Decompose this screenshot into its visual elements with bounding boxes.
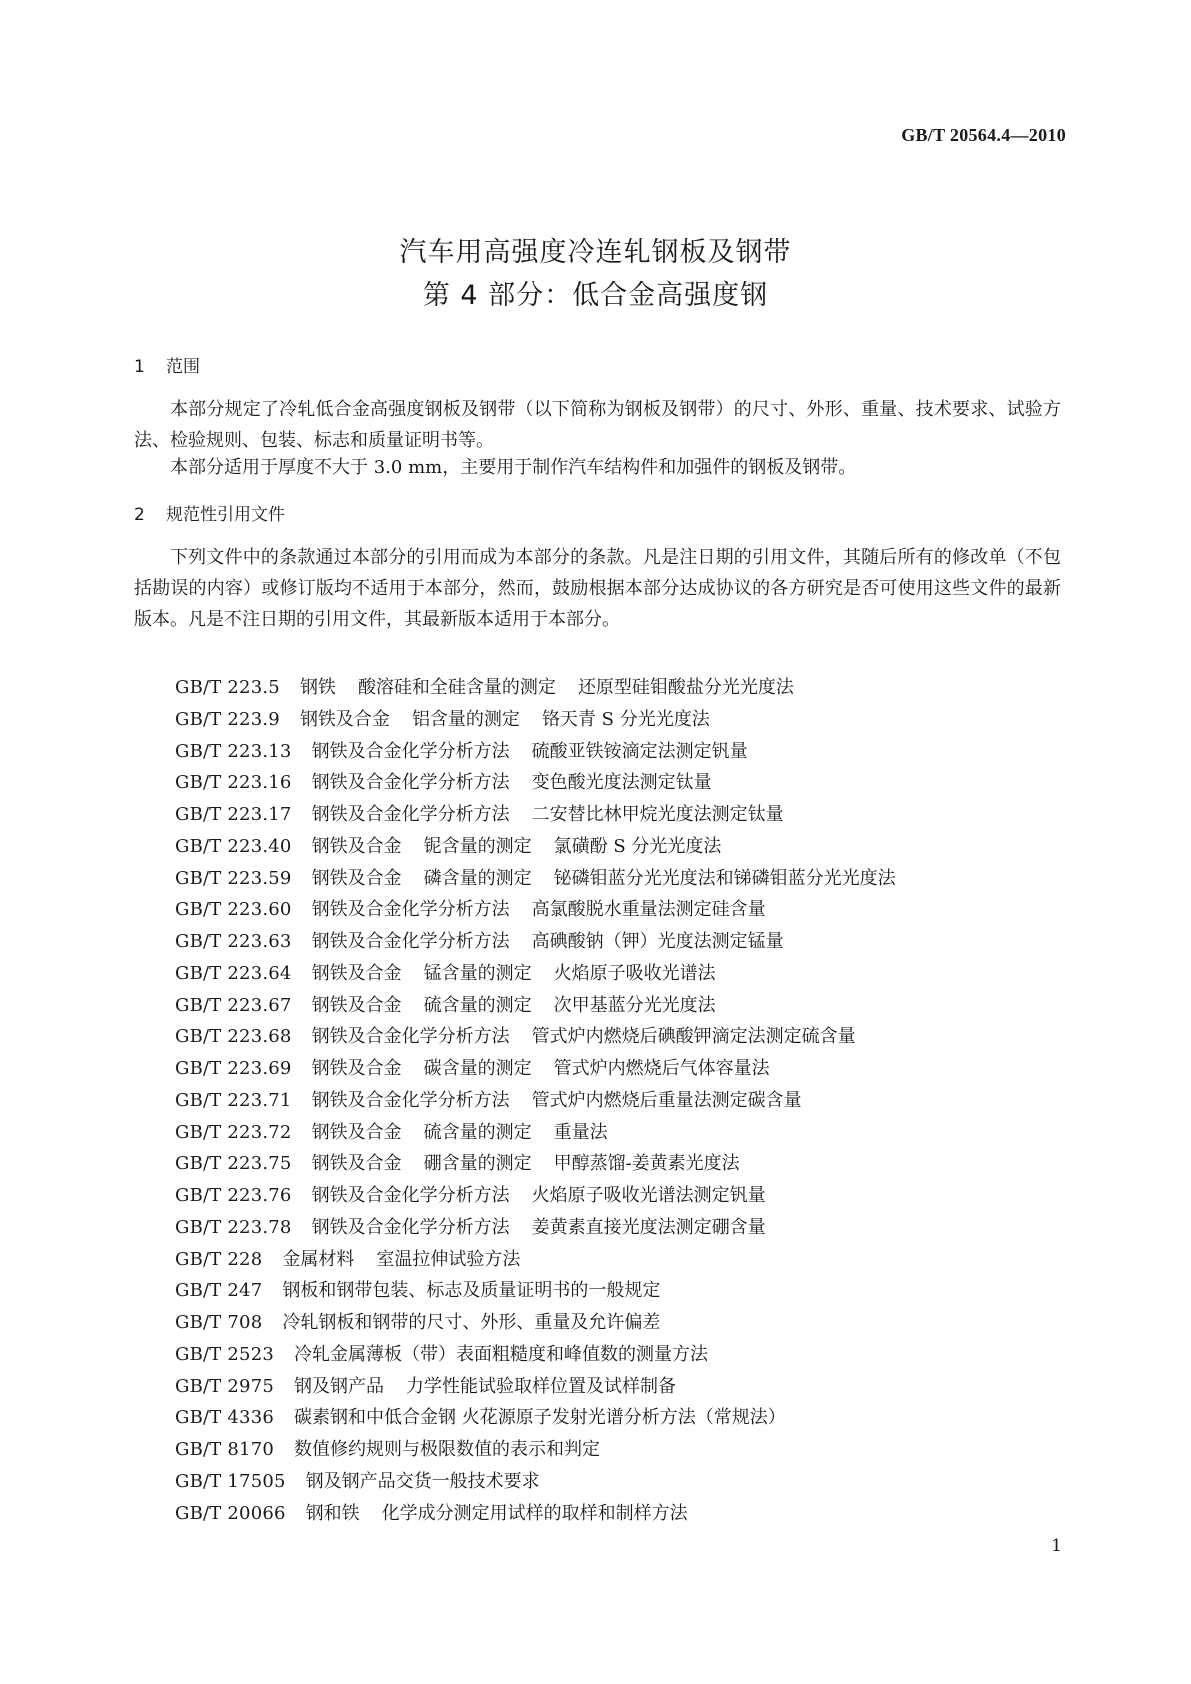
reference-title-part: 钢及钢产品交货一般技术要求 bbox=[305, 1470, 540, 1492]
reference-title-part: 钢铁及合金 bbox=[311, 867, 402, 889]
reference-code: GB/T 223.76 bbox=[175, 1185, 292, 1206]
reference-title-part: 金属材料 bbox=[282, 1248, 355, 1270]
reference-title-part: 数值修约规则与极限数值的表示和判定 bbox=[294, 1439, 601, 1460]
reference-title-part: 钢铁及合金化学分析方法 bbox=[311, 772, 510, 794]
reference-code: GB/T 223.40 bbox=[175, 835, 292, 857]
reference-item bbox=[175, 1275, 896, 1307]
reference-title-part: 还原型硅钼酸盐分光光度法 bbox=[577, 677, 794, 698]
section-heading-references bbox=[134, 500, 285, 525]
reference-title-part: 管式炉内燃烧后碘酸钾滴定法测定硫含量 bbox=[531, 1026, 856, 1048]
reference-item bbox=[175, 1085, 896, 1117]
reference-item bbox=[175, 990, 896, 1022]
reference-item bbox=[175, 1498, 896, 1530]
reference-code: GB/T 223.71 bbox=[175, 1089, 292, 1111]
reference-item bbox=[175, 1307, 896, 1339]
reference-title-part: 冷轧金属薄板（带）表面粗糙度和峰值数的测量方法 bbox=[294, 1343, 709, 1365]
reference-item bbox=[175, 894, 896, 926]
document-subtitle: 第 4 部分：低合金高强度钢 bbox=[422, 280, 769, 311]
reference-title-part: 钢铁及合金 bbox=[311, 835, 402, 857]
reference-item bbox=[175, 736, 896, 768]
reference-title-part: 高氯酸脱水重量法测定硅含量 bbox=[531, 899, 766, 921]
section-number: 2 bbox=[134, 505, 145, 525]
reference-title-part: 钢板和钢带包装、标志及质量证明书的一般规定 bbox=[282, 1280, 661, 1302]
reference-item bbox=[175, 1434, 896, 1466]
reference-code: GB/T 223.72 bbox=[175, 1121, 292, 1143]
reference-code: GB/T 223.59 bbox=[175, 867, 292, 889]
reference-item bbox=[175, 863, 896, 895]
reference-title-part: 管式炉内燃烧后重量法测定碳含量 bbox=[531, 1089, 802, 1111]
reference-item bbox=[175, 1117, 896, 1149]
reference-title-part: 酸溶硅和全硅含量的测定 bbox=[357, 677, 556, 698]
reference-title-part: 钢铁及合金化学分析方法 bbox=[311, 1185, 510, 1206]
reference-title-part: 力学性能试验取样位置及试样制备 bbox=[406, 1375, 677, 1397]
reference-title-part: 二安替比林甲烷光度法测定钛量 bbox=[531, 804, 784, 825]
reference-title-part: 钢及钢产品 bbox=[294, 1375, 385, 1397]
reference-title-part: 铋磷钼蓝分光光度法和锑磷钼蓝分光光度法 bbox=[553, 867, 896, 889]
reference-title-part: 钢铁及合金 bbox=[311, 1153, 402, 1175]
reference-title-part: 钢铁 bbox=[299, 677, 336, 698]
reference-code: GB/T 8170 bbox=[175, 1439, 275, 1460]
reference-title-part: 碳含量的测定 bbox=[423, 1058, 532, 1079]
reference-code: GB/T 4336 bbox=[175, 1407, 275, 1429]
section-number: 1 bbox=[134, 357, 145, 377]
document-title: 汽车用高强度冷连轧钢板及钢带 bbox=[399, 237, 792, 268]
reference-title-part: 钢铁及合金 bbox=[311, 1121, 402, 1143]
references-intro: 下列文件中的条款通过本部分的引用而成为本部分的条款。凡是注日期的引用文件，其随后所有的修改单（不包括勘误的内容）或修订版均不适用于本部分，然而，鼓励根据本部分达成协议的各方研究是否可使用这些文件的最新版本。凡是不注日期的引用文件，其最新版本适用于本部分。 bbox=[134, 547, 1061, 630]
reference-title-part: 钢铁及合金化学分析方法 bbox=[311, 1026, 510, 1048]
reference-code: GB/T 223.16 bbox=[175, 772, 292, 794]
reference-code: GB/T 228 bbox=[175, 1248, 263, 1270]
reference-item bbox=[175, 1212, 896, 1244]
reference-code: GB/T 223.78 bbox=[175, 1216, 292, 1238]
reference-code: GB/T 223.5 bbox=[175, 677, 280, 698]
reference-title-part: 碳素钢和中低合金钢 火花源原子发射光谱分析方法（常规法） bbox=[294, 1407, 786, 1429]
scope-paragraph-2: 本部分适用于厚度不大于 3.0 mm，主要用于制作汽车结构件和加强件的钢板及钢带。 bbox=[170, 457, 857, 478]
reference-title-part: 冷轧钢板和钢带的尺寸、外形、重量及允许偏差 bbox=[282, 1312, 661, 1333]
reference-item bbox=[175, 958, 896, 990]
section-title: 范围 bbox=[166, 357, 200, 377]
reference-title-part: 火焰原子吸收光谱法 bbox=[553, 962, 716, 984]
reference-title-part: 磷含量的测定 bbox=[423, 867, 532, 889]
reference-title-part: 钢铁及合金化学分析方法 bbox=[311, 740, 510, 762]
reference-code: GB/T 223.17 bbox=[175, 804, 292, 825]
reference-item bbox=[175, 1148, 896, 1180]
reference-item bbox=[175, 831, 896, 863]
reference-title-part: 化学成分测定用试样的取样和制样方法 bbox=[381, 1502, 688, 1524]
reference-title-part: 火焰原子吸收光谱法测定钒量 bbox=[531, 1185, 766, 1206]
reference-code: GB/T 223.9 bbox=[175, 708, 280, 730]
reference-item bbox=[175, 1466, 896, 1498]
reference-code: GB/T 20066 bbox=[175, 1502, 286, 1524]
reference-code: GB/T 223.64 bbox=[175, 962, 292, 984]
reference-list bbox=[175, 672, 896, 1529]
reference-code: GB/T 223.67 bbox=[175, 994, 292, 1016]
reference-title-part: 钢和铁 bbox=[305, 1502, 360, 1524]
reference-item bbox=[175, 1180, 896, 1212]
scope-paragraph-1: 本部分规定了冷轧低合金高强度钢板及钢带（以下简称为钢板及钢带）的尺寸、外形、重量、技术要求、试验方法、检验规则、包装、标志和质量证明书等。 bbox=[134, 399, 1061, 451]
reference-code: GB/T 247 bbox=[175, 1280, 263, 1302]
reference-code: GB/T 223.68 bbox=[175, 1026, 292, 1048]
reference-title-part: 钢铁及合金 bbox=[299, 708, 390, 730]
reference-title-part: 锰含量的测定 bbox=[423, 962, 532, 984]
reference-code: GB/T 223.63 bbox=[175, 931, 292, 952]
reference-title-part: 高碘酸钠（钾）光度法测定锰量 bbox=[531, 931, 784, 952]
reference-title-part: 钢铁及合金 bbox=[311, 962, 402, 984]
reference-item bbox=[175, 704, 896, 736]
reference-title-part: 硫含量的测定 bbox=[423, 1121, 532, 1143]
reference-item bbox=[175, 1244, 896, 1276]
reference-item bbox=[175, 1021, 896, 1053]
reference-title-part: 甲醇蒸馏-姜黄素光度法 bbox=[553, 1153, 740, 1175]
reference-code: GB/T 223.69 bbox=[175, 1058, 292, 1079]
reference-title-part: 变色酸光度法测定钛量 bbox=[531, 772, 712, 794]
reference-code: GB/T 223.60 bbox=[175, 899, 292, 921]
reference-item bbox=[175, 926, 896, 958]
reference-title-part: 姜黄素直接光度法测定硼含量 bbox=[531, 1216, 766, 1238]
reference-title-part: 次甲基蓝分光光度法 bbox=[553, 994, 716, 1016]
reference-code: GB/T 708 bbox=[175, 1312, 263, 1333]
reference-item bbox=[175, 672, 896, 704]
reference-code: GB/T 17505 bbox=[175, 1470, 286, 1492]
reference-title-part: 硫酸亚铁铵滴定法测定钒量 bbox=[531, 740, 748, 762]
reference-title-part: 铝含量的测定 bbox=[411, 708, 520, 730]
section-heading-scope bbox=[134, 352, 200, 377]
reference-title-part: 氯磺酚 S 分光光度法 bbox=[553, 835, 722, 857]
reference-item bbox=[175, 1339, 896, 1371]
reference-code: GB/T 223.75 bbox=[175, 1153, 292, 1175]
reference-code: GB/T 2523 bbox=[175, 1343, 275, 1365]
reference-title-part: 管式炉内燃烧后气体容量法 bbox=[553, 1058, 770, 1079]
reference-title-part: 钢铁及合金化学分析方法 bbox=[311, 899, 510, 921]
reference-title-part: 硼含量的测定 bbox=[423, 1153, 532, 1175]
reference-code: GB/T 223.13 bbox=[175, 740, 292, 762]
reference-item bbox=[175, 799, 896, 831]
reference-title-part: 铬天青 S 分光光度法 bbox=[541, 708, 710, 730]
reference-title-part: 室温拉伸试验方法 bbox=[376, 1248, 521, 1270]
reference-item bbox=[175, 1402, 896, 1434]
reference-title-part: 钢铁及合金化学分析方法 bbox=[311, 804, 510, 825]
reference-title-part: 钢铁及合金 bbox=[311, 1058, 402, 1079]
reference-title-part: 重量法 bbox=[553, 1121, 608, 1143]
page-number: 1 bbox=[1051, 1536, 1062, 1556]
standard-code: GB/T 20564.4—2010 bbox=[901, 125, 1066, 145]
reference-item bbox=[175, 1053, 896, 1085]
reference-item bbox=[175, 1371, 896, 1403]
reference-title-part: 钢铁及合金化学分析方法 bbox=[311, 1089, 510, 1111]
section-title: 规范性引用文件 bbox=[166, 505, 285, 525]
reference-title-part: 钢铁及合金化学分析方法 bbox=[311, 931, 510, 952]
reference-code: GB/T 2975 bbox=[175, 1375, 275, 1397]
reference-item bbox=[175, 767, 896, 799]
reference-title-part: 钢铁及合金化学分析方法 bbox=[311, 1216, 510, 1238]
reference-title-part: 硫含量的测定 bbox=[423, 994, 532, 1016]
reference-title-part: 铌含量的测定 bbox=[423, 835, 532, 857]
reference-title-part: 钢铁及合金 bbox=[311, 994, 402, 1016]
